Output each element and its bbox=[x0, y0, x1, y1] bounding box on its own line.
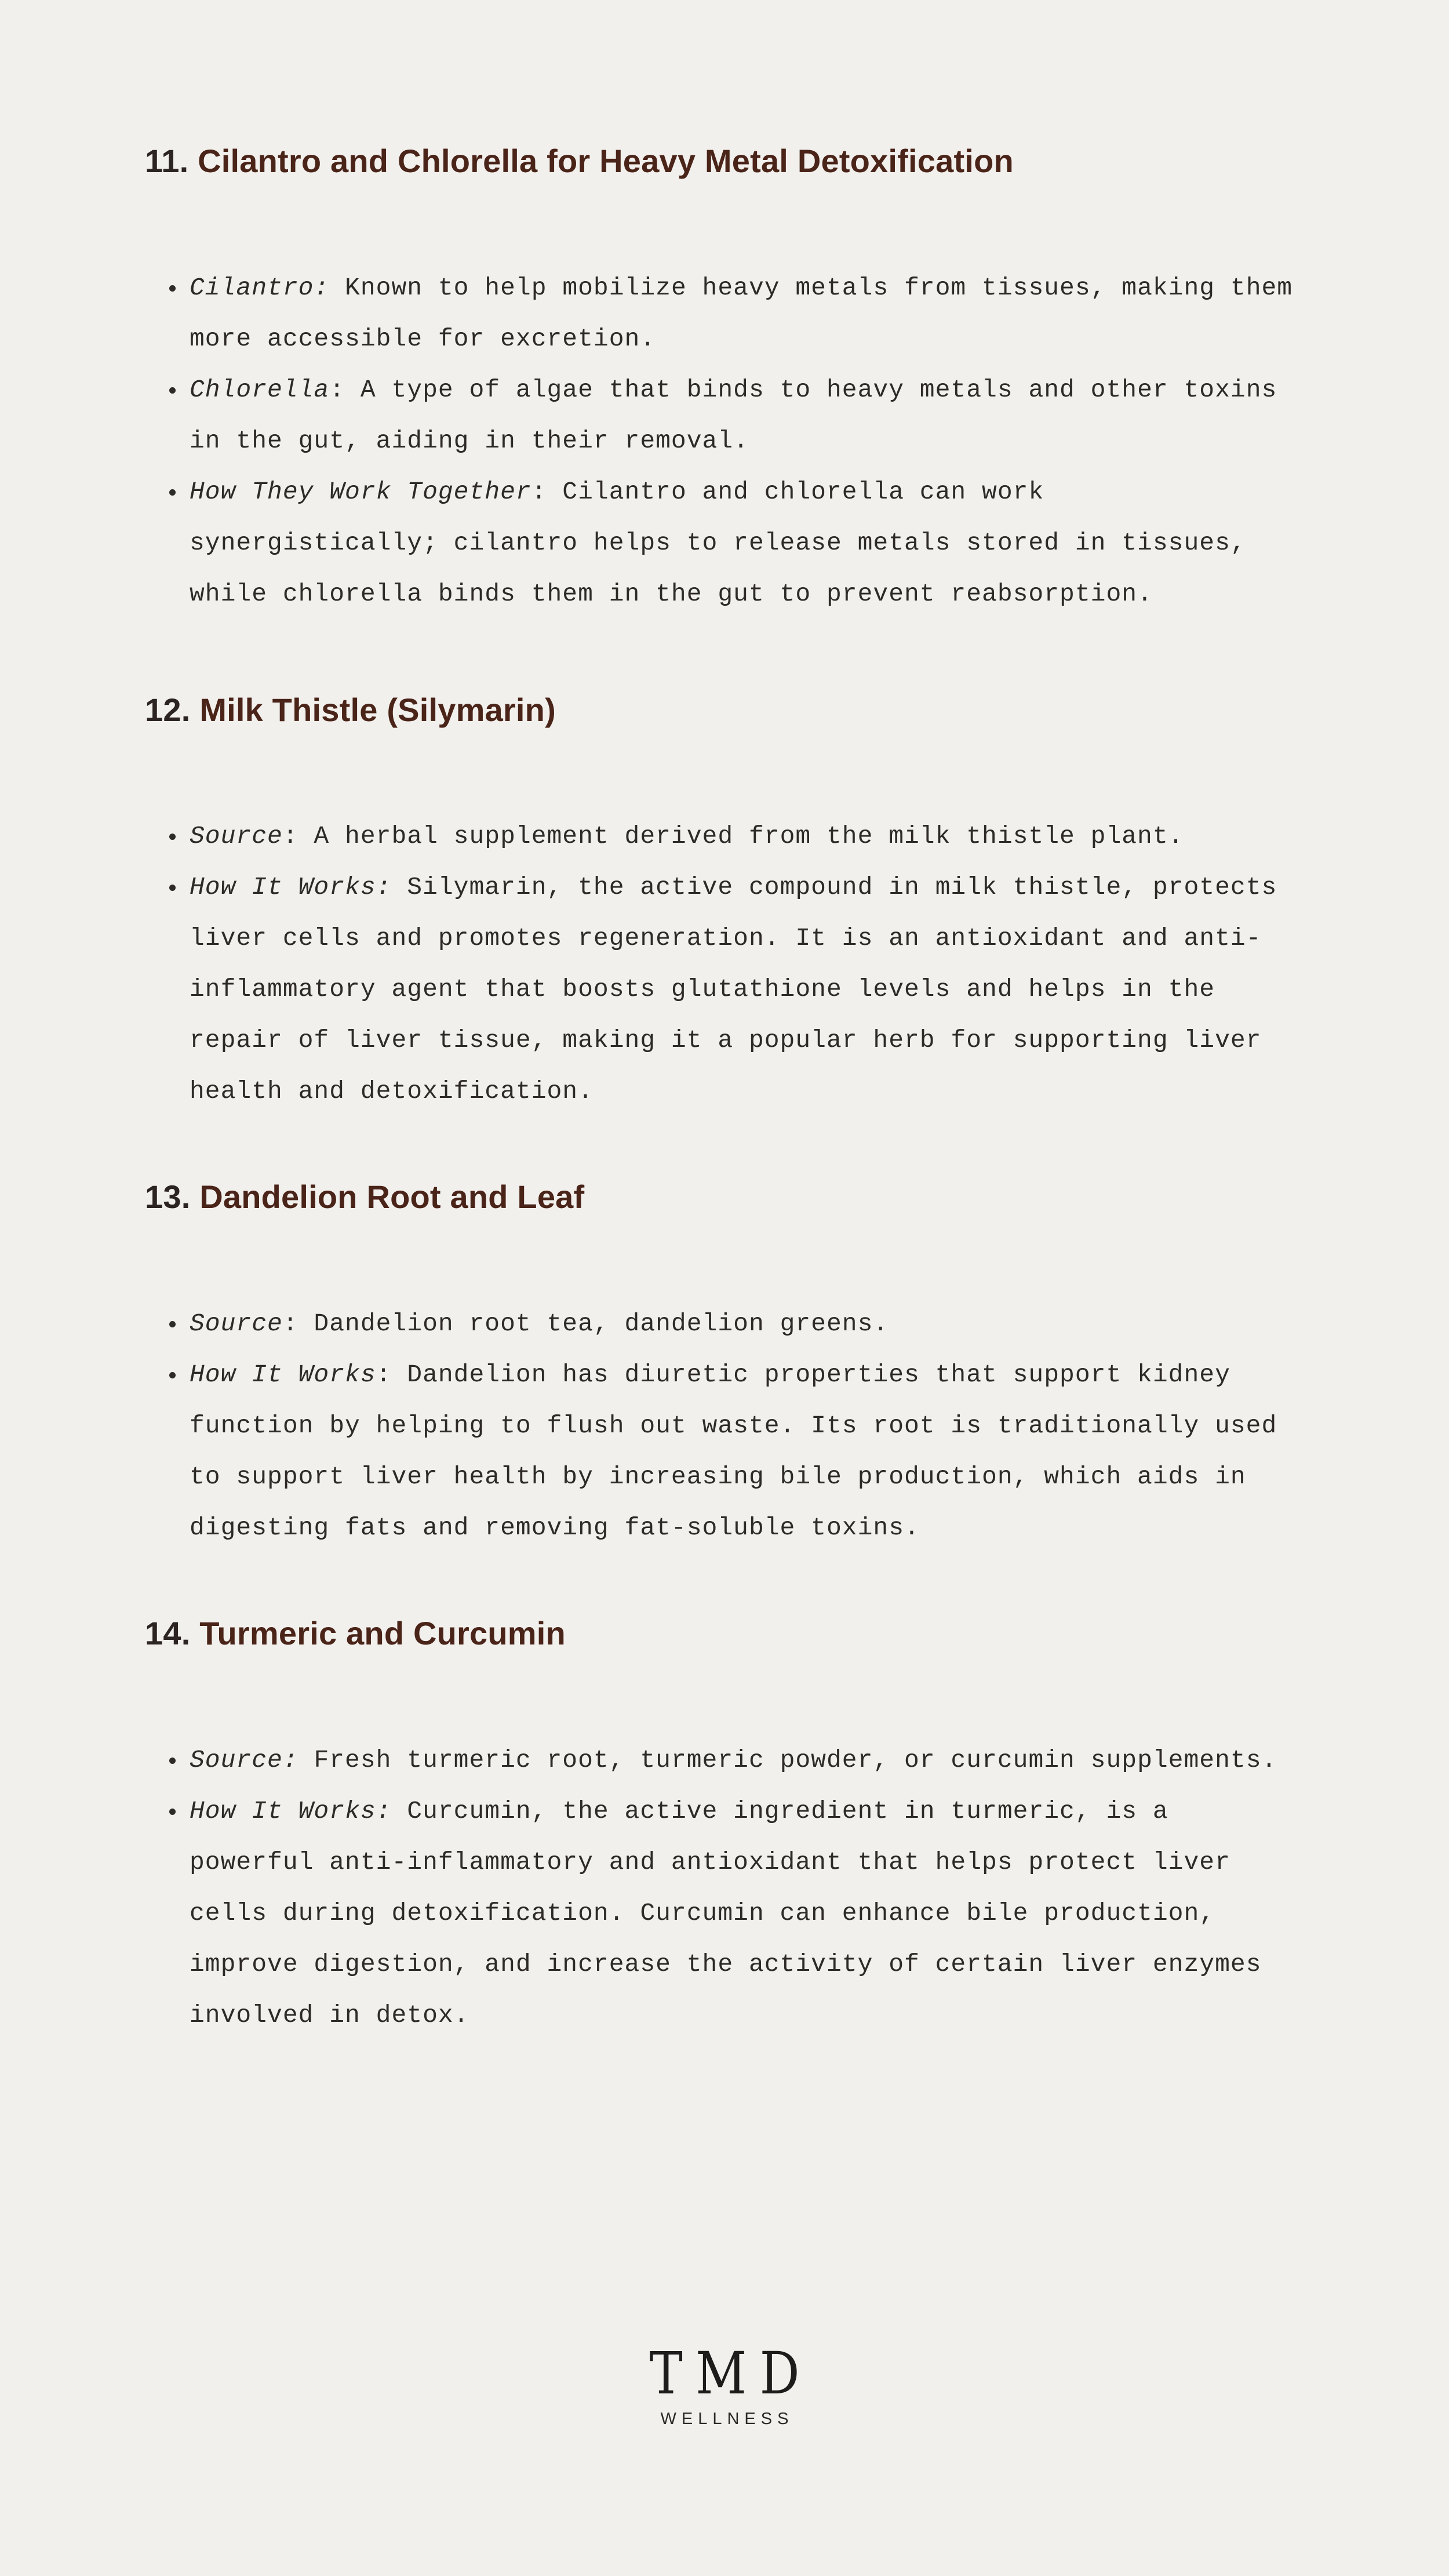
bullet-list bbox=[145, 811, 1304, 1117]
section-heading bbox=[145, 1177, 1304, 1217]
section-heading bbox=[145, 1613, 1304, 1654]
item-term: How It Works bbox=[190, 1360, 376, 1389]
item-text: Silymarin, the active compound in milk thistle, protects liver cells and promotes regeneration. It is an antioxidant and anti-inflammatory agent that boosts glutathione levels and helps in the repair of liver tissue, making it a popular herb for supporting liver health and detoxification. bbox=[190, 873, 1277, 1105]
item-term: How It Works: bbox=[190, 1797, 392, 1825]
section-cilantro-chlorella bbox=[145, 141, 1304, 608]
list-item bbox=[145, 862, 1304, 1117]
item-text: : Dandelion has diuretic properties that support kidney function by helping to flush out waste. Its root is traditionally used to support liver health by increasing bile production, which aids in digesting fats and removing fat-soluble toxins. bbox=[190, 1360, 1277, 1542]
list-item bbox=[145, 1349, 1304, 1553]
item-term: How It Works: bbox=[190, 873, 392, 901]
bullet-list bbox=[145, 1298, 1304, 1553]
list-item bbox=[145, 467, 1304, 620]
list-item bbox=[145, 1298, 1304, 1349]
item-text: Fresh turmeric root, turmeric powder, or curcumin supplements. bbox=[298, 1746, 1277, 1774]
section-heading bbox=[145, 690, 1304, 730]
item-text: Known to help mobilize heavy metals from tissues, making them more accessible for excretion. bbox=[190, 274, 1293, 353]
section-dandelion bbox=[145, 1177, 1304, 1542]
item-term: Cilantro: bbox=[190, 274, 330, 302]
item-term: Source bbox=[190, 1309, 283, 1338]
list-item bbox=[145, 365, 1304, 467]
section-number: 11. bbox=[145, 143, 189, 179]
section-number: 12. bbox=[145, 692, 191, 728]
section-title: Cilantro and Chlorella for Heavy Metal Detoxification bbox=[198, 143, 1014, 179]
item-text: : A herbal supplement derived from the milk thistle plant. bbox=[282, 822, 1184, 850]
item-text: : Dandelion root tea, dandelion greens. bbox=[282, 1309, 889, 1338]
section-title: Turmeric and Curcumin bbox=[199, 1615, 566, 1651]
section-number: 14. bbox=[145, 1615, 191, 1651]
list-item bbox=[145, 1735, 1304, 1786]
item-term: Source bbox=[190, 822, 283, 850]
section-title: Dandelion Root and Leaf bbox=[199, 1178, 585, 1215]
bullet-list bbox=[145, 263, 1304, 620]
logo-subtitle: WELLNESS bbox=[660, 2410, 794, 2428]
section-milk-thistle bbox=[145, 690, 1304, 1105]
section-title: Milk Thistle (Silymarin) bbox=[199, 692, 556, 728]
item-term: Source: bbox=[190, 1746, 298, 1774]
bullet-list bbox=[145, 1735, 1304, 2041]
section-heading bbox=[145, 141, 1304, 181]
brand-logo bbox=[0, 2339, 1449, 2429]
item-text: Curcumin, the active ingredient in turmeric, is a powerful anti-inflammatory and antioxidant that helps protect liver cells during detoxification. Curcumin can enhance bile production, improve digestion, and increase the activity of certain liver enzymes involved in detox. bbox=[190, 1797, 1262, 2029]
list-item bbox=[145, 1786, 1304, 2041]
logo-wordmark: TMD bbox=[649, 2339, 813, 2407]
item-term: How They Work Together bbox=[190, 478, 531, 506]
section-turmeric bbox=[145, 1613, 1304, 2029]
list-item bbox=[145, 263, 1304, 365]
item-text: : A type of algae that binds to heavy metals and other toxins in the gut, aiding in their removal. bbox=[190, 376, 1277, 455]
item-text: : Cilantro and chlorella can work synergistically; cilantro helps to release metals stored in tissues, while chlorella binds them in the gut to prevent reabsorption. bbox=[190, 478, 1246, 608]
item-term: Chlorella bbox=[190, 376, 330, 404]
section-number: 13. bbox=[145, 1178, 191, 1215]
list-item bbox=[145, 811, 1304, 862]
